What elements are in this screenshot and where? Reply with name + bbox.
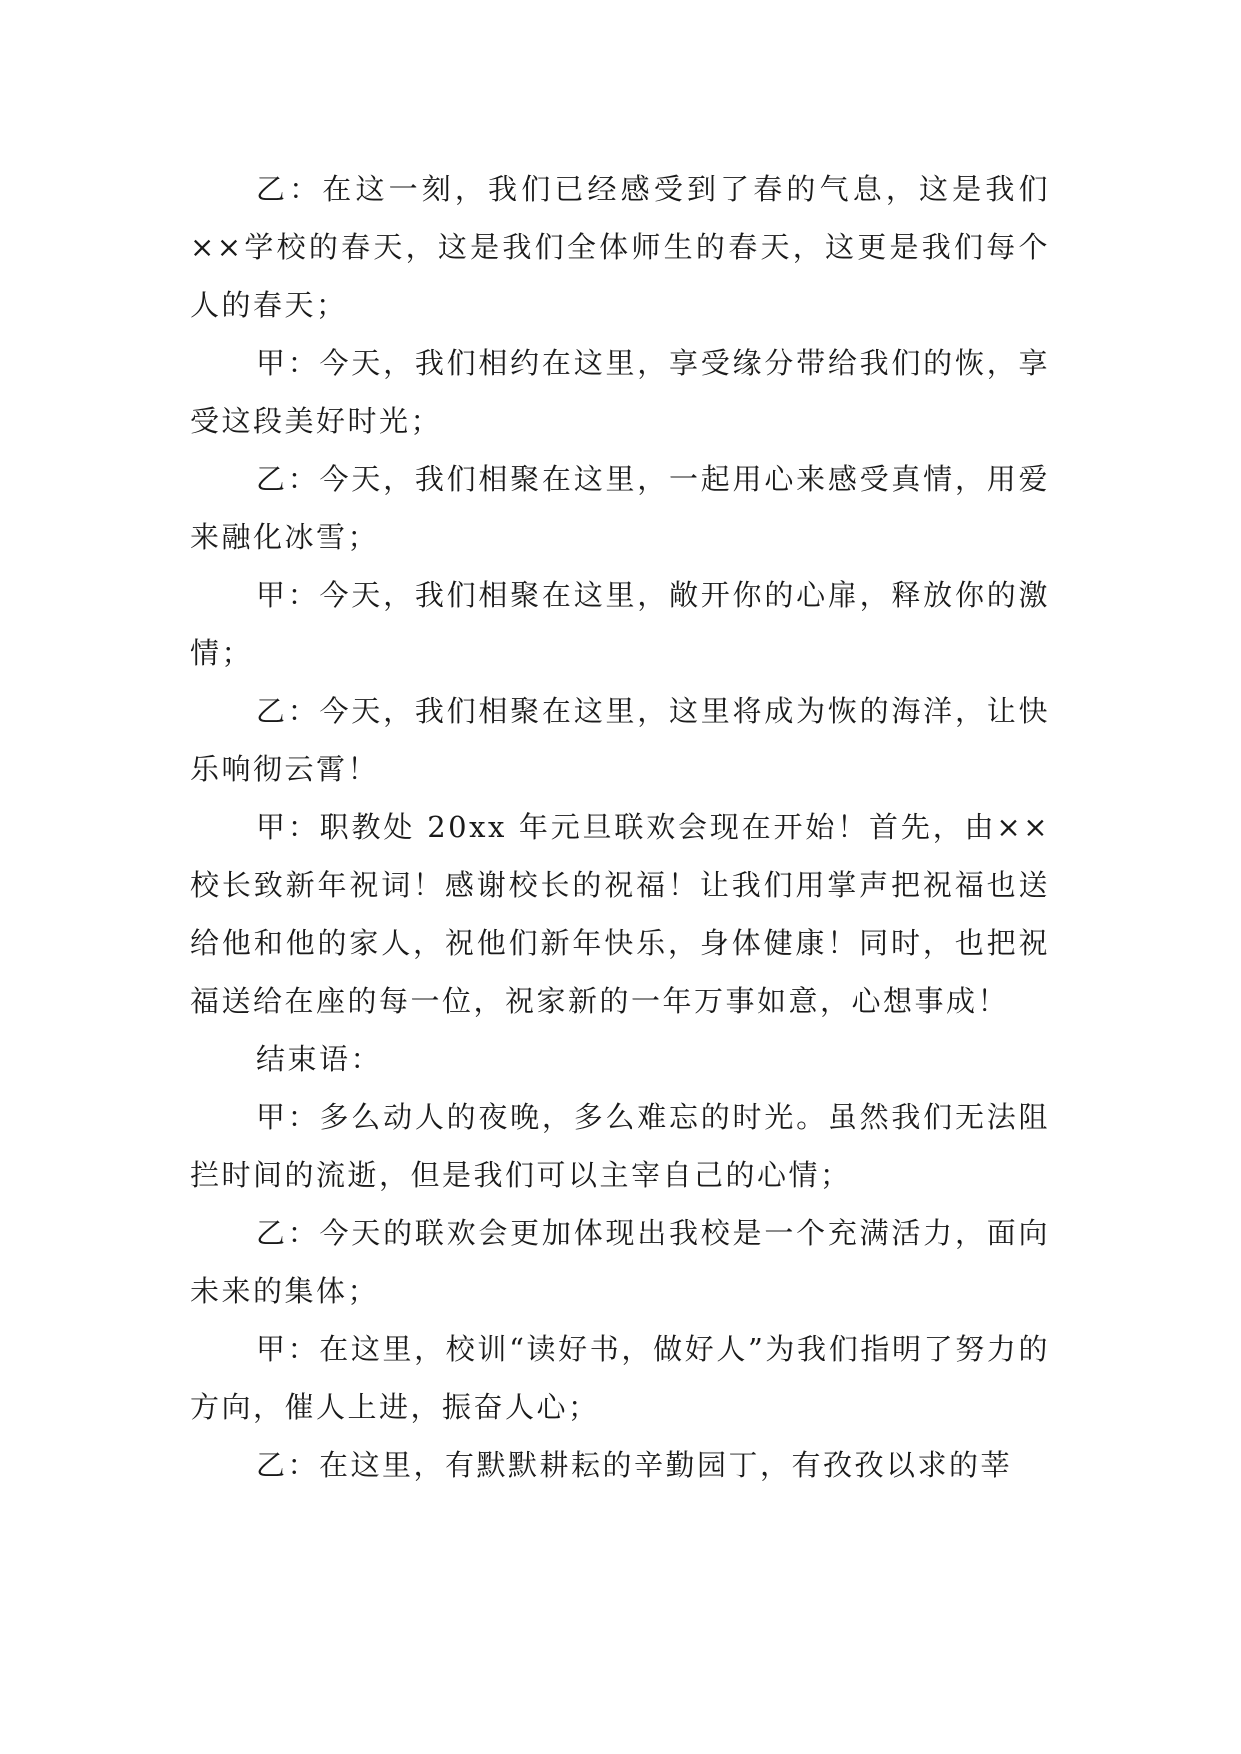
paragraph: 乙：在这里，有默默耕耘的辛勤园丁，有孜孜以求的莘 [256, 1448, 1013, 1482]
paragraph: 甲：多么动人的夜晚，多么难忘的时光。虽然我们无法阻拦时间的流逝，但是我们可以主宰自己的心情； [190, 1100, 1050, 1192]
section-heading: 结束语： [256, 1042, 383, 1076]
paragraph: 甲：职教处 20xx 年元旦联欢会现在开始！首先，由××校长致新年祝词！感谢校长的祝福！让我们用掌声把祝福也送给他和他的家人，祝他们新年快乐，身体健康！同时，也把祝福送给在座的每一位，祝家新的一年万事如意，心想事成！ [190, 810, 1050, 1018]
document-body [190, 160, 1050, 1494]
paragraph: 甲：今天，我们相聚在这里，敞开你的心扉，释放你的激情； [190, 578, 1050, 670]
paragraph: 乙：今天的联欢会更加体现出我校是一个充满活力，面向未来的集体； [190, 1216, 1050, 1308]
paragraph: 乙：今天，我们相聚在这里，这里将成为恢的海洋，让快乐响彻云霄！ [190, 694, 1050, 786]
paragraph: 乙：今天，我们相聚在这里，一起用心来感受真情，用爱来融化冰雪； [190, 462, 1050, 554]
paragraph: 乙：在这一刻，我们已经感受到了春的气息，这是我们××学校的春天，这是我们全体师生的春天，这更是我们每个人的春天； [190, 172, 1050, 322]
paragraph: 甲：在这里，校训“读好书，做好人”为我们指明了努力的方向，催人上进，振奋人心； [190, 1332, 1050, 1424]
paragraph: 甲：今天，我们相约在这里，享受缘分带给我们的恢，享受这段美好时光； [190, 346, 1050, 438]
